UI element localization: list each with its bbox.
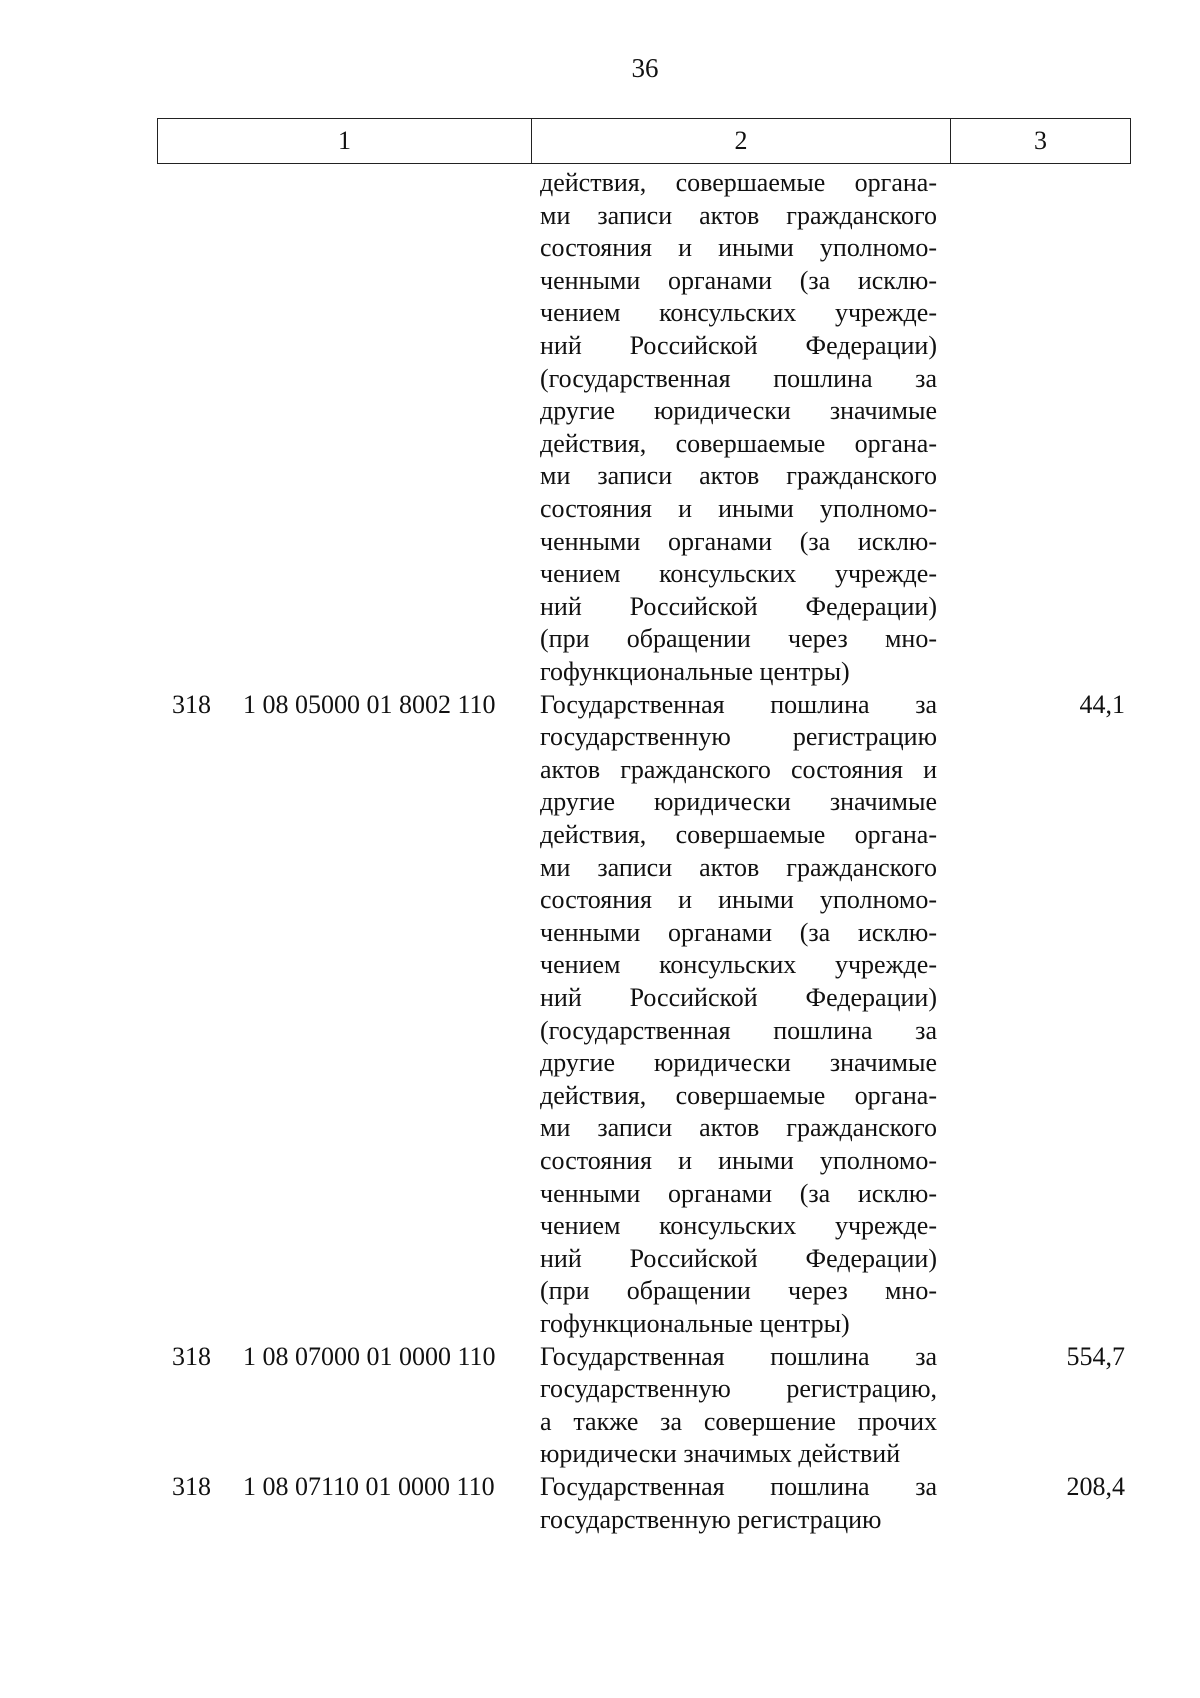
row-description [540, 1341, 937, 1471]
row-budget-code: 1 08 07000 01 0000 110 [243, 1341, 496, 1371]
row-budget-code: 1 08 05000 01 8002 110 [243, 689, 496, 719]
description-line: ний Российской Федерации) [540, 591, 937, 621]
row-amount: 208,4 [1066, 1472, 1125, 1501]
row-description [540, 689, 937, 1341]
description-line: Государственная пошлина за [540, 1341, 937, 1371]
description-line: гофункциональные центры) [540, 656, 850, 686]
row-description [540, 1471, 937, 1536]
description-line: (при обращении через мно- [540, 624, 937, 654]
header-col-2: 2 [532, 119, 951, 163]
description-line: ми записи актов гражданского [540, 200, 937, 230]
description-line: состояния и иными уполномо- [540, 233, 937, 263]
description-line: (государственная пошлина за [540, 1015, 937, 1045]
description-line: ми записи актов гражданского [540, 852, 937, 882]
description-line: действия, совершаемые органа- [540, 819, 937, 849]
description-line: чением консульских учрежде- [540, 1211, 937, 1241]
description-line: ний Российской Федерации) [540, 330, 937, 360]
header-col-3: 3 [1034, 126, 1047, 155]
description-line: государственную регистрацию [540, 1504, 882, 1534]
description-line: ний Российской Федерации) [540, 1243, 937, 1273]
description-line: актов гражданского состояния и [540, 754, 937, 784]
row-amount: 554,7 [1066, 1341, 1125, 1371]
description-line: (государственная пошлина за [540, 363, 937, 393]
description-line: ний Российской Федерации) [540, 982, 937, 1012]
description-line: чением консульских учрежде- [540, 559, 937, 589]
description-line: состояния и иными уполномо- [540, 493, 937, 523]
description-line: другие юридически значимые [540, 396, 937, 426]
description-line: другие юридически значимые [540, 1048, 937, 1078]
row-budget-code: 1 08 07110 01 0000 110 [243, 1472, 495, 1501]
description-line: (при обращении через мно- [540, 1276, 937, 1306]
description-line: ченными органами (за исклю- [540, 917, 937, 947]
description-line: чением консульских учрежде- [540, 298, 937, 328]
description-line: другие юридически значимые [540, 787, 937, 817]
description-line: Государственная пошлина за [540, 689, 937, 719]
row-admin-code: 318 [172, 1341, 211, 1371]
header-col-1: 1 [158, 119, 532, 163]
description-line: юридически значимых действий [540, 1439, 901, 1469]
description-line: ченными органами (за исклю- [540, 1178, 937, 1208]
continuation-description [540, 167, 937, 689]
description-line: ченными органами (за исклю- [540, 265, 937, 295]
description-line: состояния и иными уполномо- [540, 885, 937, 915]
description-line: состояния и иными уполномо- [540, 1145, 937, 1175]
description-line: чением консульских учрежде- [540, 950, 937, 980]
description-line: действия, совершаемые органа- [540, 1080, 937, 1110]
description-line: Государственная пошлина за [540, 1472, 937, 1501]
description-line: государственную регистрацию, [540, 1374, 937, 1404]
description-line: ми записи актов гражданского [540, 461, 937, 491]
description-line: ми записи актов гражданского [540, 1113, 937, 1143]
description-line: действия, совершаемые органа- [540, 428, 937, 458]
row-admin-code: 318 [172, 689, 211, 719]
page-number: 36 [631, 53, 659, 83]
table-header [157, 118, 1131, 164]
description-line: а также за совершение прочих [540, 1406, 937, 1436]
description-line: государственную регистрацию [540, 722, 937, 752]
row-amount: 44,1 [1079, 689, 1125, 719]
row-admin-code: 318 [172, 1472, 211, 1501]
description-line: ченными органами (за исклю- [540, 526, 937, 556]
description-line: гофункциональные центры) [540, 1308, 850, 1338]
description-line: действия, совершаемые органа- [540, 168, 937, 197]
